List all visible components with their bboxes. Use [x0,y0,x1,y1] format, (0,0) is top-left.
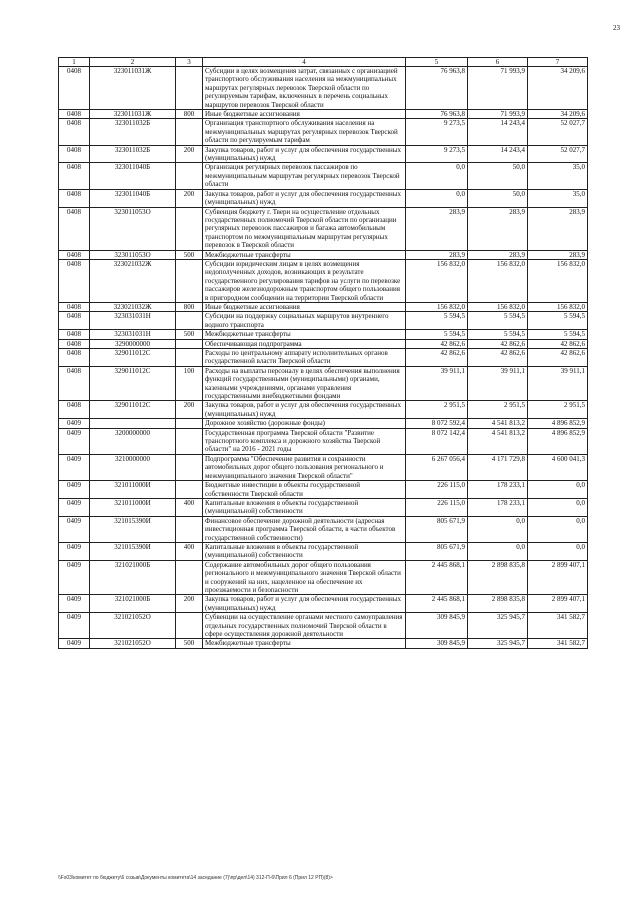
expense-type-cell: 200 [176,595,203,613]
amount-year3-cell: 4 896 852,9 [528,419,588,428]
section-code-cell: 0409 [59,454,90,480]
target-article-cell: 323011031Ж [90,67,176,110]
description-cell: Закупка товаров, работ и услуг для обеспечения государственных (муниципальных) нужд [203,401,406,419]
amount-year1-cell: 156 832,0 [406,302,468,311]
description-cell: Дорожное хозяйство (дорожные фонды) [203,419,406,428]
expense-type-cell [176,560,203,595]
target-article-cell [90,419,176,428]
amount-year1-cell: 6 267 056,4 [406,454,468,480]
table-row [59,516,588,542]
target-article-cell: 3200000000 [90,428,176,454]
table-row [59,145,588,163]
expense-type-cell [176,67,203,110]
amount-year3-cell: 0,0 [528,481,588,499]
description-cell: Закупка товаров, работ и услуг для обеспечения государственных (муниципальных) нужд [203,595,406,613]
amount-year1-cell: 42 862,6 [406,349,468,367]
target-article-cell: 3210000000 [90,454,176,480]
table-row [59,250,588,259]
amount-year1-cell: 2 445 868,1 [406,595,468,613]
description-cell: Организация регулярных перевозок пассажиров по межмуниципальным маршрутам регулярных перевозок Тверской области [203,163,406,189]
target-article-cell: 321021000Б [90,560,176,595]
amount-year1-cell: 0,0 [406,189,468,207]
description-cell: Закупка товаров, работ и услуг для обеспечения государственных (муниципальных) нужд [203,189,406,207]
target-article-cell: 323021032Ж [90,259,176,302]
amount-year2-cell: 2 898 835,8 [468,560,528,595]
footer-file-path: \\Fs03\комитет по бюджету\6 созыв\Документы комитета\14 заседание (7)\пр\дел\14) 312-П-6\Прил 6 (Прил 12 РП)(8)> [58,875,333,881]
amount-year1-cell: 42 862,6 [406,339,468,348]
amount-year1-cell: 226 115,0 [406,498,468,516]
expense-type-cell [176,454,203,480]
amount-year2-cell: 4 541 813,2 [468,419,528,428]
amount-year3-cell: 4 600 041,3 [528,454,588,480]
description-cell: Бюджетные инвестиции в объекты государственной собственности Тверской области [203,481,406,499]
amount-year2-cell: 4 541 813,2 [468,428,528,454]
amount-year3-cell: 42 862,6 [528,339,588,348]
target-article-cell: 3290000000 [90,339,176,348]
expense-type-cell: 800 [176,302,203,311]
amount-year3-cell: 2 899 407,1 [528,560,588,595]
amount-year2-cell: 50,0 [468,163,528,189]
target-article-cell: 321015390И [90,542,176,560]
amount-year2-cell: 4 171 729,8 [468,454,528,480]
description-cell: Иные бюджетные ассигнования [203,302,406,311]
header-cell: 1 [59,58,90,67]
description-cell: Организация транспортного обслуживания населения на межмуниципальных маршрутах регулярных перевозок Тверской области по регулируемым тарифам [203,119,406,145]
header-cell: 2 [90,58,176,67]
expense-type-cell: 200 [176,401,203,419]
header-cell: 4 [203,58,406,67]
expense-type-cell [176,163,203,189]
target-article-cell: 323011032Б [90,145,176,163]
target-article-cell: 329011012С [90,401,176,419]
amount-year3-cell: 156 832,0 [528,259,588,302]
amount-year1-cell: 2 951,5 [406,401,468,419]
amount-year2-cell: 283,9 [468,250,528,259]
description-cell: Капитальные вложения в объекты государственной (муниципальной) собственности [203,498,406,516]
amount-year3-cell: 34 209,6 [528,67,588,110]
amount-year2-cell: 5 594,5 [468,330,528,339]
amount-year1-cell: 283,9 [406,207,468,250]
amount-year1-cell: 283,9 [406,250,468,259]
amount-year2-cell: 325 945,7 [468,639,528,648]
section-code-cell: 0408 [59,366,90,401]
table-row [59,119,588,145]
expense-type-cell [176,119,203,145]
amount-year1-cell: 805 671,9 [406,542,468,560]
amount-year3-cell: 5 594,5 [528,330,588,339]
target-article-cell: 323011040Б [90,189,176,207]
description-cell: Обеспечивающая подпрограмма [203,339,406,348]
page-number: 23 [613,24,620,32]
section-code-cell: 0408 [59,250,90,259]
amount-year2-cell: 5 594,5 [468,312,528,330]
table-row [59,259,588,302]
amount-year1-cell: 309 845,9 [406,613,468,639]
amount-year3-cell: 0,0 [528,498,588,516]
table-row [59,339,588,348]
expense-type-cell [176,339,203,348]
amount-year2-cell: 0,0 [468,516,528,542]
target-article-cell: 321011000И [90,498,176,516]
amount-year3-cell: 341 582,7 [528,613,588,639]
amount-year1-cell: 76 963,8 [406,110,468,119]
target-article-cell: 323011032Б [90,119,176,145]
amount-year3-cell: 283,9 [528,207,588,250]
table-row [59,498,588,516]
table-row [59,419,588,428]
amount-year1-cell: 9 273,5 [406,145,468,163]
amount-year2-cell: 325 945,7 [468,613,528,639]
section-code-cell: 0409 [59,419,90,428]
budget-table [58,57,588,649]
description-cell: Расходы на выплаты персоналу в целях обеспечения выполнения функций государственными (муниципальными) органами, казенными учреждениями, органами управления государственными внебюджетными фондами [203,366,406,401]
amount-year3-cell: 2 899 407,1 [528,595,588,613]
amount-year2-cell: 50,0 [468,189,528,207]
expense-type-cell: 200 [176,145,203,163]
amount-year3-cell: 52 027,7 [528,145,588,163]
table-row [59,401,588,419]
table-row [59,366,588,401]
description-cell: Субвенции на осуществление органами местного самоуправления отдельных государственных полномочий Тверской области в сфере осуществления дорожной деятельности [203,613,406,639]
amount-year2-cell: 42 862,6 [468,349,528,367]
amount-year3-cell: 52 027,7 [528,119,588,145]
section-code-cell: 0408 [59,302,90,311]
amount-year1-cell: 5 594,5 [406,330,468,339]
amount-year3-cell: 2 951,5 [528,401,588,419]
section-code-cell: 0409 [59,428,90,454]
amount-year2-cell: 14 243,4 [468,119,528,145]
description-cell: Финансовое обеспечение дорожной деятельности (адресная инвестиционная программа Тверской области, в части объектов государственной собственности) [203,516,406,542]
target-article-cell: 323011031Ж [90,110,176,119]
amount-year2-cell: 71 993,9 [468,110,528,119]
expense-type-cell [176,259,203,302]
table-row [59,595,588,613]
expense-type-cell: 200 [176,189,203,207]
amount-year2-cell: 71 993,9 [468,67,528,110]
amount-year2-cell: 156 832,0 [468,259,528,302]
target-article-cell: 321011000И [90,481,176,499]
amount-year1-cell: 39 911,1 [406,366,468,401]
amount-year3-cell: 341 582,7 [528,639,588,648]
amount-year2-cell: 156 832,0 [468,302,528,311]
description-cell: Расходы по центральному аппарату исполнительных органов государственной власти Тверской области [203,349,406,367]
table-row [59,481,588,499]
amount-year1-cell: 156 832,0 [406,259,468,302]
section-code-cell: 0409 [59,542,90,560]
amount-year1-cell: 9 273,5 [406,119,468,145]
amount-year3-cell: 0,0 [528,516,588,542]
amount-year2-cell: 42 862,6 [468,339,528,348]
amount-year3-cell: 4 896 852,9 [528,428,588,454]
expense-type-cell [176,207,203,250]
table-row [59,207,588,250]
section-code-cell: 0408 [59,189,90,207]
target-article-cell: 321021052О [90,639,176,648]
section-code-cell: 0408 [59,145,90,163]
section-code-cell: 0408 [59,67,90,110]
table-row [59,639,588,648]
expense-type-cell [176,516,203,542]
amount-year1-cell: 76 963,8 [406,67,468,110]
amount-year3-cell: 35,0 [528,189,588,207]
section-code-cell: 0409 [59,498,90,516]
description-cell: Межбюджетные трансферты [203,639,406,648]
description-cell: Субвенция бюджету г. Твери на осуществление отдельных государственных полномочий Тверской области по организации регулярных перевозок пассажиров и багажа автомобильным транспортом по межмуниципальным маршрутам регулярных перевозок в Тверской области [203,207,406,250]
description-cell: Содержание автомобильных дорог общего пользования регионального и межмуниципального значения Тверской области и сооружений на них, нацеленное на обеспечение их проезжаемости и безопасности [203,560,406,595]
amount-year2-cell: 2 951,5 [468,401,528,419]
amount-year3-cell: 42 862,6 [528,349,588,367]
section-code-cell: 0408 [59,207,90,250]
section-code-cell: 0408 [59,163,90,189]
section-code-cell: 0409 [59,481,90,499]
section-code-cell: 0409 [59,613,90,639]
amount-year3-cell: 34 209,6 [528,110,588,119]
section-code-cell: 0408 [59,259,90,302]
description-cell: Закупка товаров, работ и услуг для обеспечения государственных (муниципальных) нужд [203,145,406,163]
target-article-cell: 323031031Н [90,312,176,330]
table-row [59,67,588,110]
target-article-cell: 323011053О [90,207,176,250]
expense-type-cell [176,613,203,639]
target-article-cell: 329011012С [90,366,176,401]
amount-year1-cell: 5 594,5 [406,312,468,330]
table-row [59,613,588,639]
section-code-cell: 0408 [59,119,90,145]
expense-type-cell: 500 [176,330,203,339]
amount-year1-cell: 8 072 142,4 [406,428,468,454]
target-article-cell: 323011040Б [90,163,176,189]
amount-year2-cell: 178 233,1 [468,481,528,499]
expense-type-cell [176,349,203,367]
table-row [59,454,588,480]
header-cell: 3 [176,58,203,67]
description-cell: Субсидии юридическим лицам в целях возмещения недополученных доходов, возникающих в результате государственного регулирования тарифов на услуги по перевозке пассажиров железнодорожным транспортом общего пользования в пригородном сообщении на территории Тверской области [203,259,406,302]
table-row [59,542,588,560]
description-cell: Государственная программа Тверской области "Развитие транспортного комплекса и дорожного хозяйства Тверской области" на 2016 - 2021 годы [203,428,406,454]
target-article-cell: 321015390И [90,516,176,542]
section-code-cell: 0409 [59,516,90,542]
target-article-cell: 329011012С [90,349,176,367]
expense-type-cell: 400 [176,542,203,560]
description-cell: Капитальные вложения в объекты государственной (муниципальной) собственности [203,542,406,560]
target-article-cell: 323011053О [90,250,176,259]
amount-year3-cell: 283,9 [528,250,588,259]
header-row [59,58,588,67]
description-cell: Субсидии на поддержку социальных маршрутов внутреннего водного транспорта [203,312,406,330]
table-row [59,302,588,311]
table-row [59,428,588,454]
amount-year3-cell: 35,0 [528,163,588,189]
section-code-cell: 0408 [59,401,90,419]
amount-year1-cell: 2 445 868,1 [406,560,468,595]
description-cell: Подпрограмма "Обеспечение развития и сохранности автомобильных дорог общего пользования регионального и межмуниципального значения Тверской области" [203,454,406,480]
amount-year1-cell: 226 115,0 [406,481,468,499]
table-body [59,58,588,649]
table-row [59,312,588,330]
amount-year1-cell: 309 845,9 [406,639,468,648]
table-row [59,560,588,595]
table-row [59,330,588,339]
target-article-cell: 323021032Ж [90,302,176,311]
description-cell: Межбюджетные трансферты [203,250,406,259]
amount-year1-cell: 0,0 [406,163,468,189]
section-code-cell: 0408 [59,339,90,348]
table-row [59,189,588,207]
expense-type-cell: 500 [176,639,203,648]
section-code-cell: 0409 [59,595,90,613]
target-article-cell: 321021052О [90,613,176,639]
header-cell: 5 [406,58,468,67]
amount-year2-cell: 2 898 835,8 [468,595,528,613]
amount-year1-cell: 8 072 592,4 [406,419,468,428]
amount-year2-cell: 0,0 [468,542,528,560]
expense-type-cell: 800 [176,110,203,119]
expense-type-cell: 400 [176,498,203,516]
amount-year2-cell: 39 911,1 [468,366,528,401]
expense-type-cell: 500 [176,250,203,259]
amount-year3-cell: 5 594,5 [528,312,588,330]
description-cell: Межбюджетные трансферты [203,330,406,339]
section-code-cell: 0408 [59,349,90,367]
expense-type-cell [176,419,203,428]
amount-year2-cell: 283,9 [468,207,528,250]
table-row [59,163,588,189]
amount-year3-cell: 39 911,1 [528,366,588,401]
expense-type-cell: 100 [176,366,203,401]
amount-year1-cell: 805 671,9 [406,516,468,542]
section-code-cell: 0408 [59,312,90,330]
description-cell: Субсидии в целях возмещения затрат, связанных с организацией транспортного обслуживания населения на межмуниципальных маршрутах регулярных перевозок Тверской области по регулируемым тарифам, включенных в перечень социальных маршрутов перевозок Тверской области [203,67,406,110]
table-row [59,110,588,119]
expense-type-cell [176,481,203,499]
expense-type-cell [176,312,203,330]
amount-year3-cell: 0,0 [528,542,588,560]
table-row [59,349,588,367]
target-article-cell: 323031031Н [90,330,176,339]
amount-year2-cell: 178 233,1 [468,498,528,516]
header-cell: 7 [528,58,588,67]
section-code-cell: 0409 [59,560,90,595]
section-code-cell: 0408 [59,110,90,119]
section-code-cell: 0408 [59,330,90,339]
amount-year3-cell: 156 832,0 [528,302,588,311]
target-article-cell: 321021000Б [90,595,176,613]
section-code-cell: 0409 [59,639,90,648]
header-cell: 6 [468,58,528,67]
amount-year2-cell: 14 243,4 [468,145,528,163]
description-cell: Иные бюджетные ассигнования [203,110,406,119]
expense-type-cell [176,428,203,454]
